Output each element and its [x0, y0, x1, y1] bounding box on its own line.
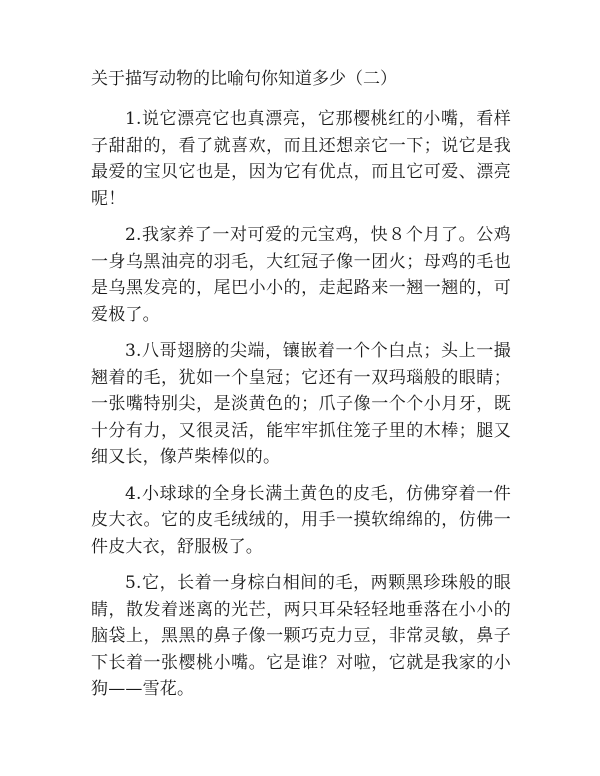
paragraph-1: 1.说它漂亮它也真漂亮，它那樱桃红的小嘴，看样子甜甜的，看了就喜欢，而且还想亲它一下；说它是我最爱的宝贝它也是，因为它有优点，而且它可爱、漂亮呢！ [91, 109, 511, 209]
document-body [91, 106, 511, 713]
paragraph-2: 2.我家养了一对可爱的元宝鸡，快８个月了。公鸡一身乌黑油亮的羽毛，大红冠子像一团火；母鸡的毛也是乌黑发亮的，尾巴小小的，走起路来一翘一翘的，可爱极了。 [91, 225, 511, 325]
paragraph-4: 4.小球球的全身长满土黄色的皮毛，仿佛穿着一件皮大衣。它的皮毛绒绒的，用手一摸软绵绵的，仿佛一件皮大衣，舒服极了。 [91, 483, 511, 557]
paragraph-5: 5.它，长着一身棕白相间的毛，两颗黑珍珠般的眼睛，散发着迷离的光芒，两只耳朵轻轻地垂落在小小的脑袋上，黑黑的鼻子像一颗巧克力豆，非常灵敏，鼻子下长着一张樱桃小嘴。它是谁？对啦，它就是我家的小狗——雪花。 [91, 573, 511, 699]
document-title: 关于描写动物的比喻句你知道多少（二） [91, 69, 397, 89]
paragraph-3: 3.八哥翅膀的尖端，镶嵌着一个个白点；头上一撮翘着的毛，犹如一个皇冠；它还有一双玛瑙般的眼睛；一张嘴特别尖，是淡黄色的；爪子像一个个小月牙，既十分有力，又很灵活，能牢牢抓住笼子里的木棒；腿又细又长，像芦柴棒似的。 [91, 341, 511, 467]
